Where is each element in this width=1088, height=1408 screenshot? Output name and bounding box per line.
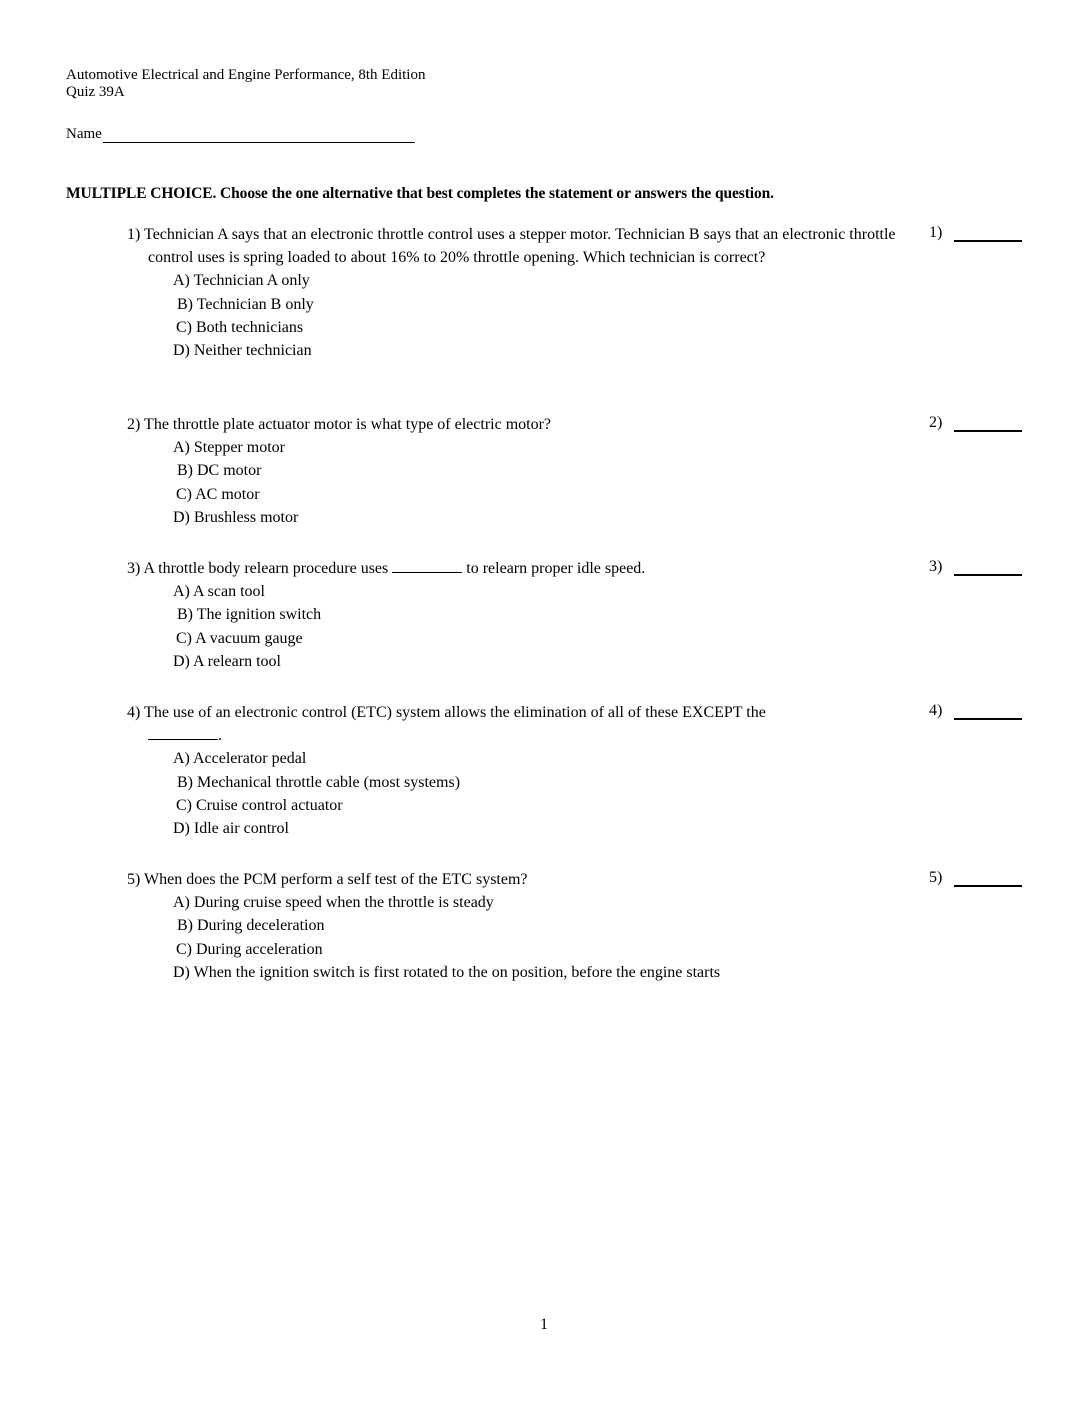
choice-d: D) Idle air control [173, 820, 289, 838]
answer-line[interactable] [954, 704, 1022, 720]
question-stem: 1) Technician A says that an electronic throttle control uses a stepper motor. Technician B says that an electronic throttle control uses is spring loaded to about 16% to 20% throttle opening. Which technician is correct? [127, 226, 896, 267]
choice-c: C) Cruise control actuator [176, 796, 343, 814]
choices-list [127, 891, 907, 984]
choice-b: B) DC motor [177, 462, 262, 480]
choice-c: C) Both technicians [176, 318, 304, 336]
quiz-title: Quiz 39A [66, 84, 125, 100]
choice-c: C) AC motor [176, 485, 260, 503]
answer-line[interactable] [954, 416, 1022, 432]
choice-a: A) Accelerator pedal [173, 750, 307, 768]
choice-b: B) The ignition switch [177, 606, 322, 624]
question-stem: 4) The use of an electronic control (ETC) system allows the elimination of all of these EXCEPT the . [127, 704, 766, 745]
inline-blank [148, 727, 218, 740]
choices-list [127, 436, 907, 529]
question-2 [127, 413, 907, 529]
choice-b: B) Mechanical throttle cable (most systems) [177, 773, 461, 791]
choices-list [127, 269, 907, 362]
choices-list [127, 747, 907, 840]
choice-a: A) Technician A only [173, 272, 310, 290]
choice-b: B) Technician B only [177, 295, 314, 313]
question-stem: 5) When does the PCM perform a self test of the ETC system? [127, 871, 528, 888]
question-3 [127, 557, 907, 673]
instructions: MULTIPLE CHOICE. Choose the one alternative that best completes the statement or answers the question. [66, 185, 774, 202]
name-label: Name [66, 126, 102, 142]
answer-line[interactable] [954, 226, 1022, 242]
answer-blank-1: 1) [929, 224, 1022, 242]
choices-list [127, 580, 907, 673]
answer-blank-3: 3) [929, 558, 1022, 576]
question-5 [127, 868, 907, 984]
book-title: Automotive Electrical and Engine Performance, 8th Edition [66, 67, 426, 83]
document-header [66, 67, 425, 101]
choice-d: D) A relearn tool [173, 652, 281, 670]
choice-a: A) During cruise speed when the throttle is steady [173, 894, 494, 912]
question-stem: 3) A throttle body relearn procedure uses to relearn proper idle speed. [127, 560, 646, 577]
answer-line[interactable] [954, 560, 1022, 576]
inline-blank [392, 560, 462, 573]
choice-d: D) When the ignition switch is first rotated to the on position, before the engine starts [173, 963, 721, 981]
choice-c: C) A vacuum gauge [176, 629, 303, 647]
choice-d: D) Neither technician [173, 342, 312, 360]
answer-line[interactable] [954, 871, 1022, 887]
name-field-row [66, 126, 415, 143]
choice-c: C) During acceleration [176, 940, 323, 958]
answer-blank-4: 4) [929, 702, 1022, 720]
answer-blank-5: 5) [929, 869, 1022, 887]
page-number: 1 [540, 1316, 548, 1333]
question-1 [127, 223, 907, 362]
name-blank-line[interactable] [103, 126, 415, 143]
choice-d: D) Brushless motor [173, 508, 299, 526]
answer-blank-2: 2) [929, 414, 1022, 432]
question-4 [127, 701, 907, 840]
question-stem: 2) The throttle plate actuator motor is what type of electric motor? [127, 416, 552, 433]
choice-a: A) A scan tool [173, 583, 265, 601]
choice-a: A) Stepper motor [173, 439, 285, 457]
choice-b: B) During deceleration [177, 917, 325, 935]
